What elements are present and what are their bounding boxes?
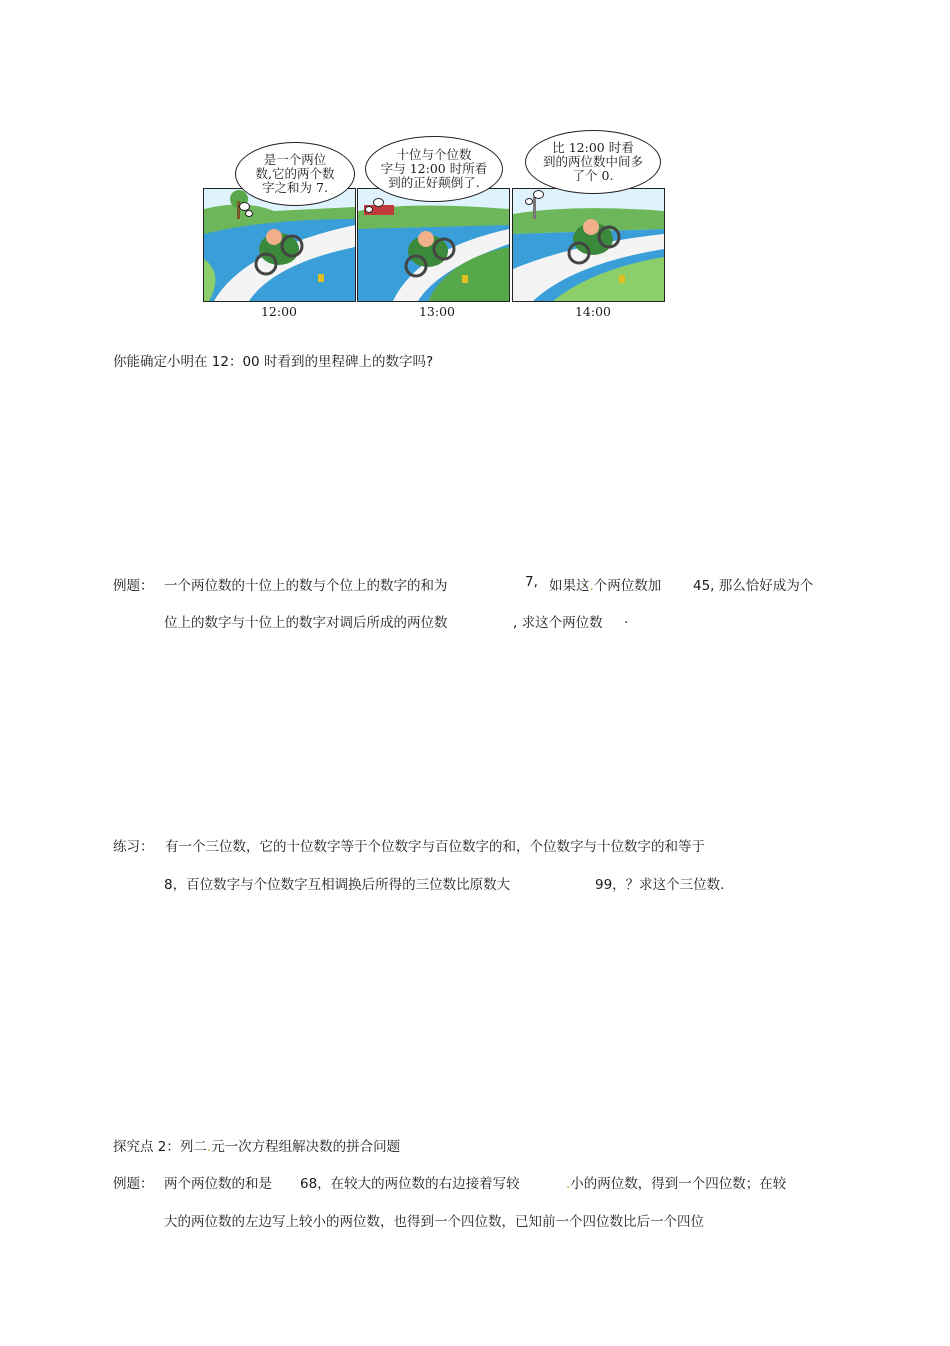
example-1-line-1c: 如果这.个两位数加 xyxy=(549,578,662,594)
panel-2-time: 13:00 xyxy=(418,304,456,319)
example-1-line-2a: 位上的数字与十位上的数字对调后所成的两位数 xyxy=(164,615,448,631)
speech-bubble-1: 是一个两位 数,它的两个数 字之和为 7. xyxy=(235,142,355,206)
speech-bubble-2: 十位与个位数 字与 12:00 时所看 到的正好颠倒了. xyxy=(365,136,503,202)
example-1-line-2b: , 求这个两位数 xyxy=(513,615,603,631)
thought-puff-2a xyxy=(373,198,384,207)
example-2-line-2: 大的两位数的左边写上较小的两位数，也得到一个四位数，已知前一个四位数比后一个四位 xyxy=(164,1214,704,1230)
question-text: 你能确定小明在 12：00 时看到的里程碑上的数字吗? xyxy=(113,354,434,370)
practice-line-2b: 99，？求这个三位数. xyxy=(595,877,725,893)
example-1-line-1b: 7, xyxy=(525,574,538,590)
example-2-label: 例题： xyxy=(113,1176,154,1192)
example-2-line-1b: 68，在较大的两位数的右边接着写较 xyxy=(300,1176,520,1192)
thought-puff-2b xyxy=(365,206,373,213)
example-1-line-2c: . xyxy=(624,611,629,627)
example-2-line-1c: .小的两位数，得到一个四位数；在较 xyxy=(566,1176,787,1192)
example-1-line-1d: 45, 那么恰好成为个 xyxy=(693,578,814,594)
explore-point-2: 探究点 2：列二.元一次方程组解决数的拼合问题 xyxy=(113,1139,401,1155)
panel-1-time: 12:00 xyxy=(260,304,298,319)
thought-puff-1b xyxy=(245,210,253,217)
speech-bubble-3: 比 12:00 时看 到的两位数中间多 了个 0. xyxy=(525,130,661,194)
practice-line-1: 有一个三位数，它的十位数字等于个位数字与百位数字的和，个位数字与十位数字的和等于 xyxy=(165,839,705,855)
practice-line-2a: 8，百位数字与个位数字互相调换后所得的三位数比原数大 xyxy=(164,877,511,893)
example-1-label: 例题： xyxy=(113,578,154,594)
panel-3-illustration xyxy=(513,189,664,301)
panel-3-time: 14:00 xyxy=(574,304,612,319)
example-2-line-1a: 两个两位数的和是 xyxy=(164,1176,272,1192)
comic-strip xyxy=(195,128,675,323)
thought-puff-3a xyxy=(533,190,544,199)
practice-label: 练习： xyxy=(113,839,154,855)
panel-1-illustration xyxy=(204,189,355,301)
example-1-line-1a: 一个两位数的十位上的数与个位上的数字的和为 xyxy=(164,578,448,594)
thought-puff-3b xyxy=(525,198,533,205)
comic-panel-1 xyxy=(203,188,356,302)
comic-panel-3 xyxy=(512,188,665,302)
